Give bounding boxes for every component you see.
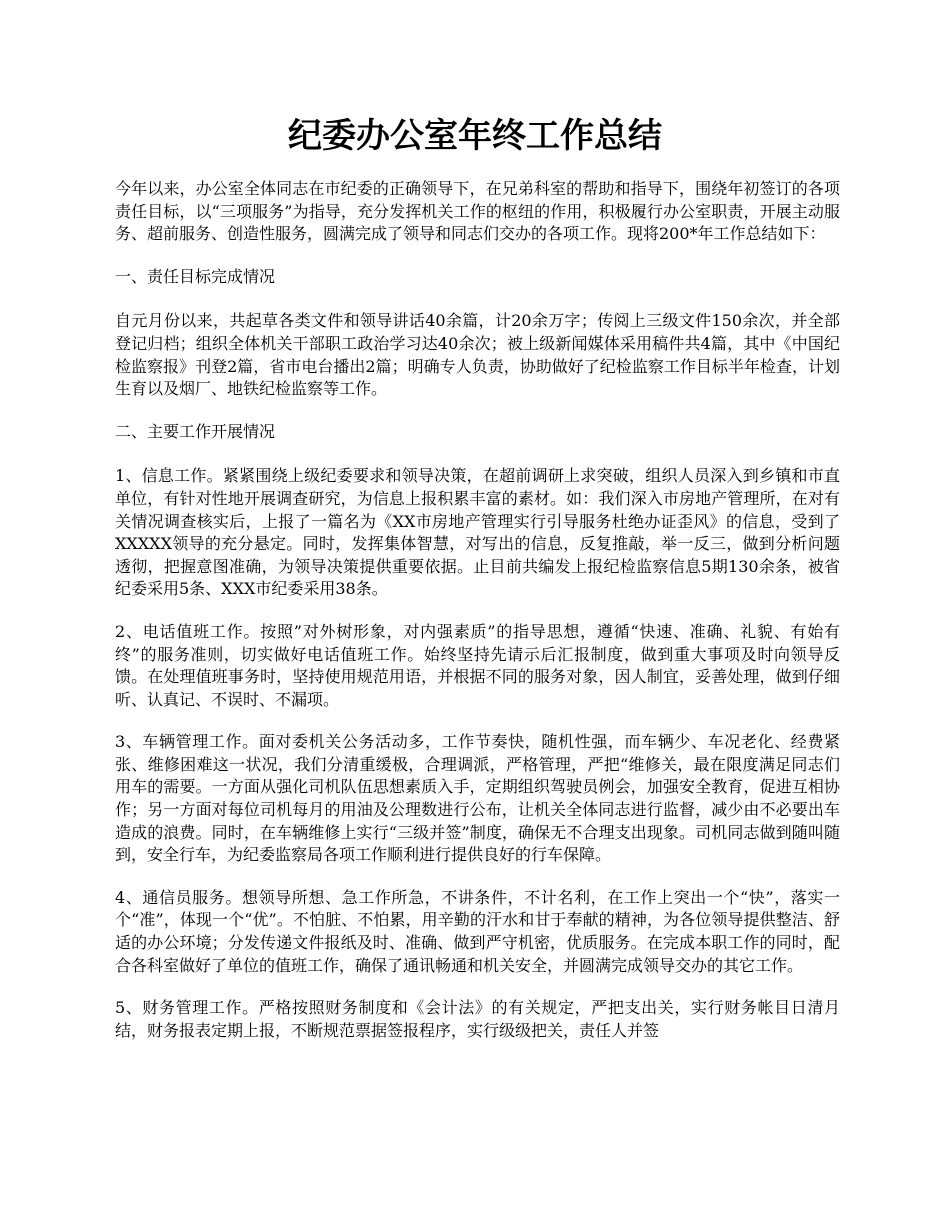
item-phone-duty: 2、电话值班工作。按照”对外树形象，对内强素质”的指导思想，遵循“快速、准确、礼貌、有始有终”的服务准则，切实做好电话值班工作。始终坚持先请示后汇报制度，做到重大事项及时向领导反馈。在处理值班事务时，坚持使用规范用语，并根据不同的服务对象，因人制宜，妥善处理，做到仔细听、认真记、不误时、不漏项。 <box>115 621 840 709</box>
item-messenger-service: 4、通信员服务。想领导所想、急工作所急，不讲条件，不计名利，在工作上突出一个“快”，落实一个“准”，体现一个“优”。不怕脏、不怕累，用辛勤的汗水和甘于奉献的精神，为各位领导提供整洁、舒适的办公环境；分发传递文件报纸及时、准确、做到严守机密，优质服务。在完成本职工作的同时，配合各科室做好了单位的值班工作，确保了通讯畅通和机关安全，并圆满完成领导交办的其它工作。 <box>115 887 840 975</box>
section-heading-2: 二、主要工作开展情况 <box>115 421 276 441</box>
item-vehicle-management: 3、车辆管理工作。面对委机关公务活动多，工作节奏快，随机性强，而车辆少、车况老化、经费紧张、维修困难这一状况，我们分清重缓极，合理调派，严格管理，严把“维修关，最在限度满足同志们用车的需要。一方面从强化司机队伍思想素质入手，定期组织驾驶员例会，加强安全教育，促进互相协作；另一方面对每位司机每月的用油及公理数进行公布，让机关全体同志进行监督，减少由不必要出车造成的浪费。同时，在车辆维修上实行“三级并签”制度，确保无不合理支出现象。司机同志做到随叫随到，安全行车，为纪委监察局各项工作顺利进行提供良好的行车保障。 <box>115 732 840 865</box>
intro-paragraph: 今年以来，办公室全体同志在市纪委的正确领导下，在兄弟科室的帮助和指导下，围绕年初签订的各项责任目标，以“三项服务”为指导，充分发挥机关工作的枢纽的作用，积极履行办公室职责，开展主动服务、超前服务、创造性服务，圆满完成了领导和同志们交办的各项工作。现将200*年工作总结如下： <box>115 179 840 244</box>
document-body <box>115 178 840 1062</box>
document-title: 纪委办公室年终工作总结 <box>288 116 662 156</box>
item-finance-management: 5、财务管理工作。严格按照财务制度和《会计法》的有关规定，严把支出关，实行财务帐目日清月结，财务报表定期上报，不断规范票据签报程序，实行级级把关，责任人并签 <box>115 998 840 1040</box>
item-information-work: 1、信息工作。紧紧围绕上级纪委要求和领导决策，在超前调研上求突破，组织人员深入到乡镇和市直单位，有针对性地开展调查研究，为信息上报积累丰富的素材。如：我们深入市房地产管理所，在对有关情况调查核实后，上报了一篇名为《XX市房地产管理实行引导服务杜绝办证歪风》的信息，受到了XXXXX领导的充分悬定。同时，发挥集体智慧，对写出的信息，反复推敲，举一反三，做到分析问题透彻，把握意图准确，为领导决策提供重要依据。止目前共编发上报纪检监察信息5期130余条，被省纪委采用5条、XXX市纪委采用38条。 <box>115 466 840 599</box>
section-1-paragraph: 自元月份以来，共起草各类文件和领导讲话40余篇，计20余万字；传阅上三级文件150余次，并全部登记归档；组织全体机关干部职工政治学习达40余次；被上级新闻媒体采用稿件共4篇，其中《中国纪检监察报》刊登2篇，省市电台播出2篇；明确专人负责，协助做好了纪检监察工作目标半年检查，计划生育以及烟厂、地铁纪检监察等工作。 <box>115 311 840 399</box>
section-heading-1: 一、责任目标完成情况 <box>115 266 276 286</box>
